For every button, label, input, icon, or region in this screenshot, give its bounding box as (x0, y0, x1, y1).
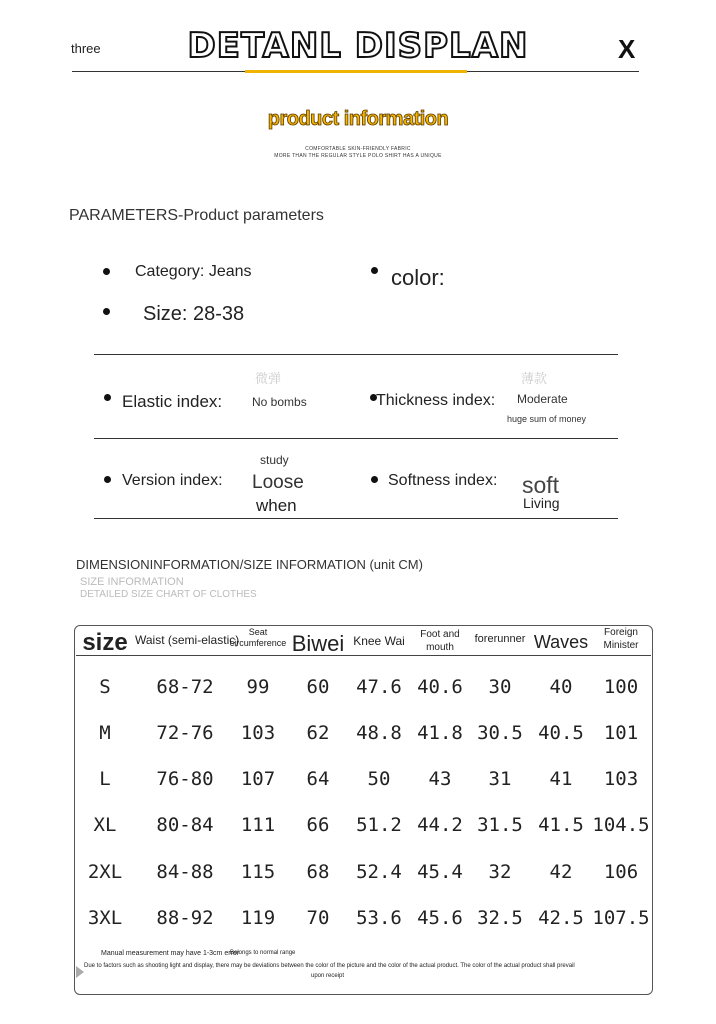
size-table-cell: 48.8 (356, 722, 402, 744)
size-table-cell: 68-72 (156, 676, 214, 698)
size-table-cell: 47.6 (356, 676, 402, 698)
size-table-cell: 72-76 (156, 722, 214, 744)
size-table-cell: 99 (246, 676, 270, 698)
size-table-cell: 43 (428, 768, 452, 790)
size-table-header-cell: Waves (533, 632, 589, 652)
bullet-icon (103, 268, 110, 275)
thickness-faded-text: 薄款 (521, 371, 548, 386)
size-table-header-cell: Biwei (291, 631, 345, 656)
size-table-cell: S (99, 676, 111, 698)
thickness-index-value: Moderate (517, 392, 568, 406)
size-table-cell: 30 (488, 676, 512, 698)
size-table-cell: 119 (240, 907, 276, 929)
size-table-cell: 52.4 (356, 861, 402, 883)
size-table-cell: 44.2 (417, 814, 463, 836)
softness-index-value: soft (522, 472, 560, 498)
bullet-icon (103, 308, 110, 315)
size-table-cell: 2XL (87, 861, 123, 883)
size-table-cell: 45.4 (417, 861, 463, 883)
size-table-cell: 42.5 (538, 907, 584, 929)
size-section-heading: DIMENSIONINFORMATION/SIZE INFORMATION (unit CM) (76, 557, 423, 572)
size-table-cell: 62 (306, 722, 330, 744)
size-range-label: Size: 28-38 (143, 303, 245, 325)
triangle-icon (76, 966, 84, 978)
size-table-header-cell: Knee Wai (353, 634, 405, 648)
size-table-cell: 107 (240, 768, 276, 790)
size-table-cell: 100 (603, 676, 639, 698)
header-accent-bar (245, 70, 467, 73)
page-title: DETANL DISPLAN (187, 26, 529, 66)
footnote-normal-range: Belongs to normal range (230, 950, 296, 956)
divider (94, 354, 618, 355)
size-table-cell: 40.6 (417, 676, 463, 698)
elastic-index-value: No bombs (252, 395, 307, 409)
size-table-cell: 80-84 (156, 814, 214, 836)
size-table-cell: 103 (603, 768, 639, 790)
size-table-cell: 40.5 (538, 722, 584, 744)
size-table-cell: 106 (603, 861, 639, 883)
size-table-cell: 115 (240, 861, 276, 883)
close-icon[interactable]: X (618, 34, 636, 64)
size-table-cell: 31.5 (477, 814, 523, 836)
size-section-subtitle-1: SIZE INFORMATION (80, 576, 184, 588)
version-bottom-text: when (256, 496, 297, 515)
size-table-cell: 31 (488, 768, 512, 790)
size-table-cell: 32.5 (477, 907, 523, 929)
category-label: Category: Jeans (135, 263, 252, 280)
elastic-faded-text: 微弹 (255, 371, 282, 386)
size-table-cell: 53.6 (356, 907, 402, 929)
size-table-header-cell: size (82, 629, 128, 656)
bullet-icon (371, 476, 378, 483)
color-label: color: (391, 265, 445, 290)
divider (94, 438, 618, 439)
size-table-cell: 32 (488, 861, 512, 883)
divider (94, 518, 618, 519)
size-table-cell: 60 (306, 676, 330, 698)
size-table-cell: 41.5 (538, 814, 584, 836)
size-table-cell: 30.5 (477, 722, 523, 744)
size-table-header-cell: Waist (semi-elastic) (135, 633, 240, 647)
size-table-header-cell: Foot and mouth (420, 629, 460, 653)
thickness-note: huge sum of money (507, 414, 587, 424)
size-table-header-cell: Foreign Minister (603, 627, 639, 651)
size-table-cell: 84-88 (156, 861, 214, 883)
version-top-text: study (260, 453, 289, 467)
size-table-cell: M (99, 722, 111, 744)
size-table-cell: 66 (306, 814, 330, 836)
size-table-cell: 41.8 (417, 722, 463, 744)
footnote-color: Due to factors such as shooting light and display, there may be deviations between the color of the picture and the color of the actual product. The color of the actual product shall prevail (84, 963, 575, 969)
bullet-icon (104, 394, 111, 401)
size-table-cell: 101 (603, 722, 639, 744)
size-table-cell: 45.6 (417, 907, 463, 929)
footnote-measurement: Manual measurement may have 1-3cm error (101, 950, 240, 957)
size-table-cell: 42 (549, 861, 573, 883)
size-section-subtitle-2: DETAILED SIZE CHART OF CLOTHES (80, 589, 257, 600)
softness-index-label: Softness index: (388, 472, 498, 489)
size-table-cell: 111 (240, 814, 276, 836)
version-index-value: Loose (252, 472, 304, 493)
footnote-receipt: upon receipt (311, 973, 345, 979)
size-table-cell: 76-80 (156, 768, 214, 790)
size-table-header-cell: forerunner (474, 633, 526, 645)
bullet-icon (104, 476, 111, 483)
elastic-index-label: Elastic index: (122, 392, 223, 411)
version-index-label: Version index: (122, 472, 223, 489)
size-table-cell: 103 (240, 722, 276, 744)
size-table-cell: 107.5 (592, 907, 650, 929)
size-table-cell: 51.2 (356, 814, 402, 836)
parameters-heading: PARAMETERS-Product parameters (69, 207, 324, 224)
product-info-subtitle-1: COMFORTABLE SKIN-FRIENDLY FABRIC (305, 146, 411, 152)
size-table-cell: 40 (549, 676, 573, 698)
size-table-cell: 104.5 (592, 814, 650, 836)
size-table-cell: 70 (306, 907, 330, 929)
softness-bottom-text: Living (523, 495, 560, 511)
product-info-title: product information (267, 108, 449, 130)
size-table-cell: 50 (367, 768, 391, 790)
size-table-cell: 88-92 (156, 907, 214, 929)
product-info-subtitle-2: MORE THAN THE REGULAR STYLE POLO SHIRT HAS A UNIQUE (274, 153, 442, 159)
size-table-cell: XL (93, 814, 117, 836)
header-left-text: three (71, 41, 101, 56)
size-table-cell: 3XL (87, 907, 123, 929)
size-table-cell: L (99, 768, 111, 790)
size-table-cell: 64 (306, 768, 330, 790)
thickness-index-label: Thickness index: (376, 392, 496, 409)
size-table-header-cell: Seat circumference (229, 627, 287, 649)
size-table-cell: 68 (306, 861, 330, 883)
size-table-cell: 41 (549, 768, 573, 790)
bullet-icon (371, 267, 378, 274)
